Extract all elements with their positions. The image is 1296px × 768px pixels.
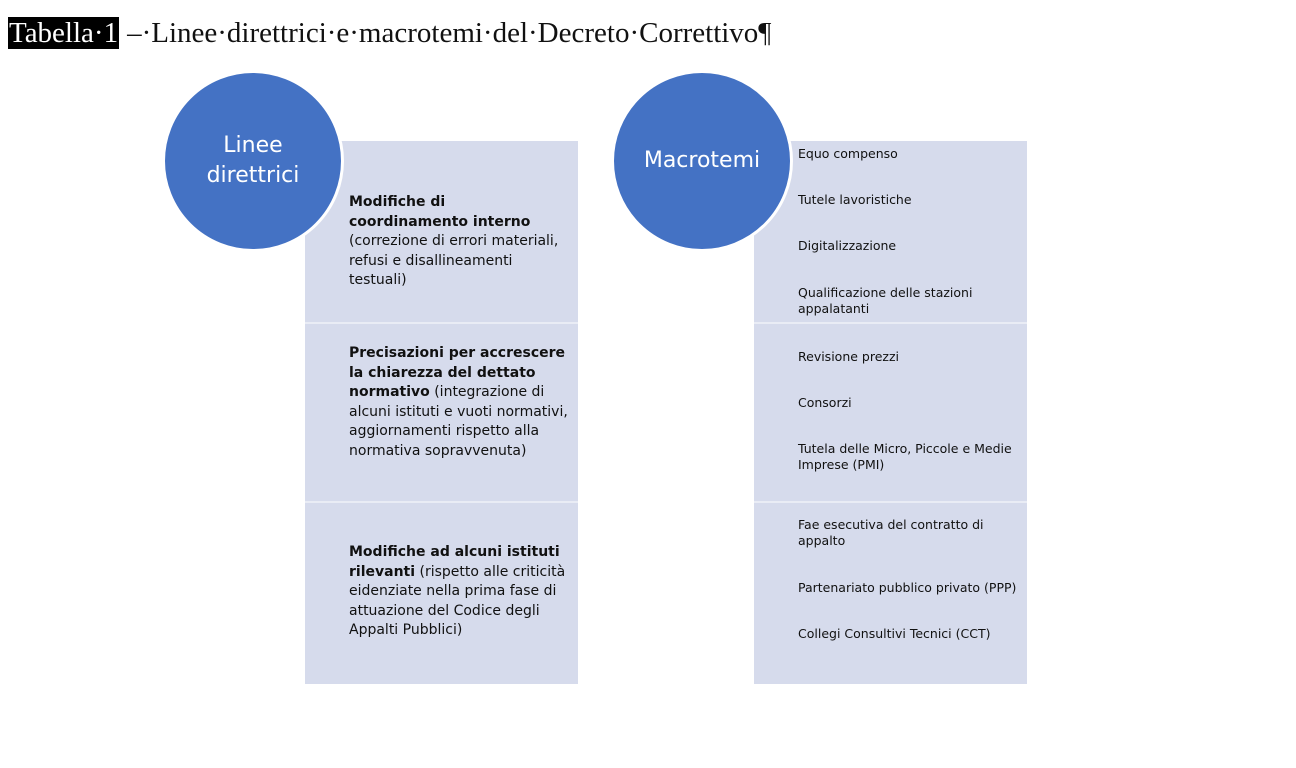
macrotopics-circle [611, 70, 793, 252]
guideline-entry-text: (correzione di errori materiali, refusi e disallineamenti testuali) [349, 233, 559, 288]
macrotopic-item: Consorzi [798, 395, 852, 410]
guideline-entry [349, 543, 571, 641]
panel-divider [754, 322, 1027, 324]
caption-text: –·Linee·direttrici·e·macrotemi·del·Decreto·Correttivo¶ [127, 17, 772, 49]
guideline-entry-text: (integrazione di alcuni istituti e vuoti normativi, aggiornamenti rispetto alla normativa sopravvenuta) [349, 384, 568, 459]
macrotopics-circle-label: Macrotemi [643, 148, 761, 173]
macrotopic-item: Collegi Consultivi Tecnici (CCT) [798, 626, 991, 641]
macrotopics-panel [754, 141, 1027, 684]
macrotopic-item: Revisione prezzi [798, 349, 899, 364]
panel-divider [754, 501, 1027, 503]
table-caption [8, 16, 771, 50]
panel-divider [305, 322, 578, 324]
panel-divider [305, 501, 578, 503]
guidelines-circle-line1: Linee [223, 133, 283, 158]
guideline-entry-bold: Modifiche di coordinamento interno [349, 194, 531, 230]
guidelines-circle-line2: direttrici [206, 163, 300, 188]
macrotopic-item: Fae esecutiva del contratto di appalto [798, 517, 984, 548]
macrotopic-item: Equo compenso [798, 146, 898, 161]
guideline-entry-bold: Modifiche ad alcuni istituti rilevanti [349, 544, 560, 580]
guideline-entry [349, 344, 571, 461]
macrotopic-item: Tutela delle Micro, Piccole e Medie Imprese (PMI) [798, 441, 1012, 472]
guideline-entry-text: (rispetto alle criticità eidenziate nella prima fase di attuazione del Codice degli Appalti Pubblici) [349, 563, 566, 638]
caption-label: Tabella·1 [9, 17, 119, 49]
macrotopic-item: Tutele lavoristiche [798, 192, 912, 207]
macrotopic-item: Qualificazione delle stazioni appalatanti [798, 285, 973, 316]
guideline-entry [349, 193, 567, 291]
guidelines-circle [162, 70, 344, 252]
macrotopic-item: Partenariato pubblico privato (PPP) [798, 580, 1017, 595]
guideline-entry-bold: Precisazioni per accrescere la chiarezza del dettato normativo [349, 345, 566, 400]
macrotopic-item: Digitalizzazione [798, 238, 897, 253]
